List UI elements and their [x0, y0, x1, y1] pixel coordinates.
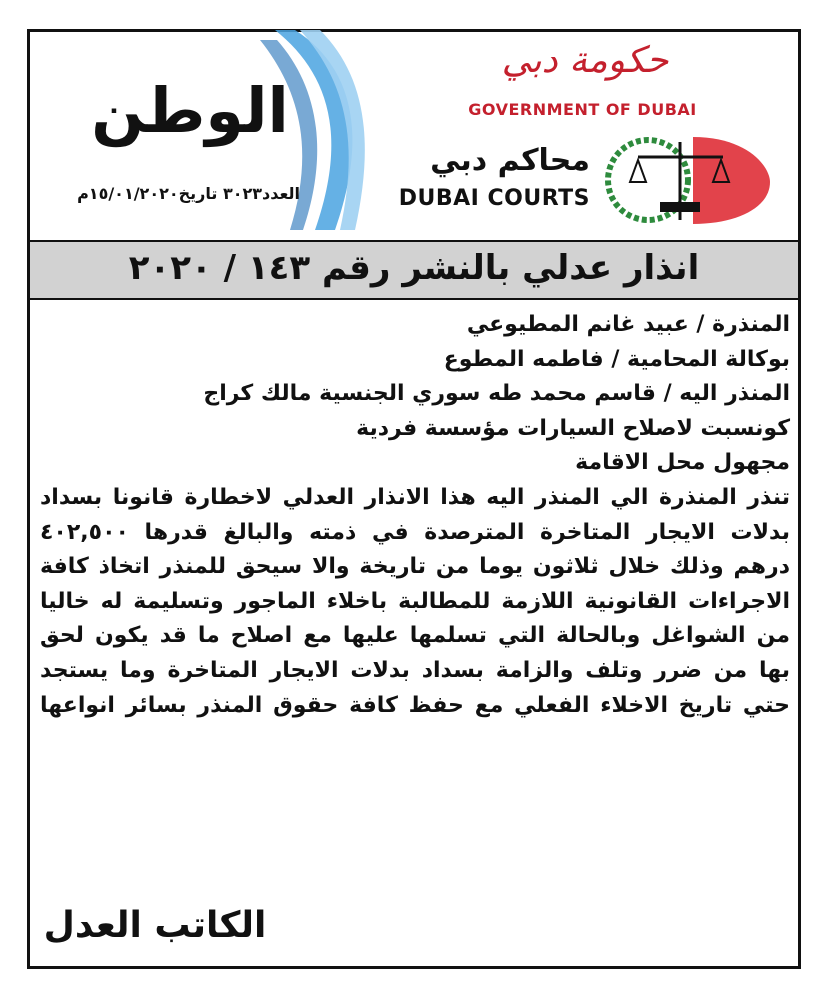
notice-line-recipient: المنذر اليه / قاسم محمد طه سوري الجنسية مالك كراج: [203, 381, 790, 407]
notary-signature: الكاتب العدل: [43, 905, 267, 946]
issue-date-line: العدد٣٠٢٣ تاريخ١٥/٠١/٢٠٢٠م: [77, 184, 300, 203]
newspaper-name: الوطن: [91, 74, 289, 147]
notice-body: [40, 308, 790, 723]
courts-english-name: DUBAI COURTS: [398, 186, 590, 211]
notice-line-address-unknown: مجهول محل الاقامة: [575, 450, 790, 476]
notice-title: انذار عدلي بالنشر رقم ١٤٣ / ٢٠٢٠: [128, 248, 700, 288]
notice-line-recipient-business: كونسبت لاصلاح السيارات مؤسسة فردية: [356, 415, 790, 441]
scales-of-justice-emblem-icon: [598, 132, 770, 227]
notice-paragraph: تنذر المنذرة الي المنذر اليه هذا الانذار العدلي لاخطارة قانونا بسداد بدلات الايجار المتاخرة المترصدة في ذمته والبالغ قدرها ٤٠٢,٥٠٠ درهم وذلك خلال ثلاثون يوما من تاريخة والا سيحق للمنذر اتخاذ كافة الاجراءات القانونية اللازمة للمطالبة باخلاء الماجور وتسليمة له خاليا من الشواغل وبالحالة التي تسلمها عليها مع اصلاح ما قد يكون لحق بها من ضرر وتلف والزامة بسداد بدلات الايجار المتاخرة وما يستجد حتي تاريخ الاخلاء الفعلي مع حفظ كافة حقوق المنذر بسائر انواعها: [40, 484, 790, 718]
courts-arabic-name: محاكم دبي: [430, 143, 590, 178]
notice-line-notifier: المنذرة / عبيد غانم المطيوعي: [466, 312, 790, 337]
government-english-logo: GOVERNMENT OF DUBAI: [468, 100, 697, 119]
government-arabic-logo: حكومة دبي: [501, 40, 669, 81]
notice-line-lawyer: بوكالة المحامية / فاطمه المطوع: [443, 346, 790, 372]
